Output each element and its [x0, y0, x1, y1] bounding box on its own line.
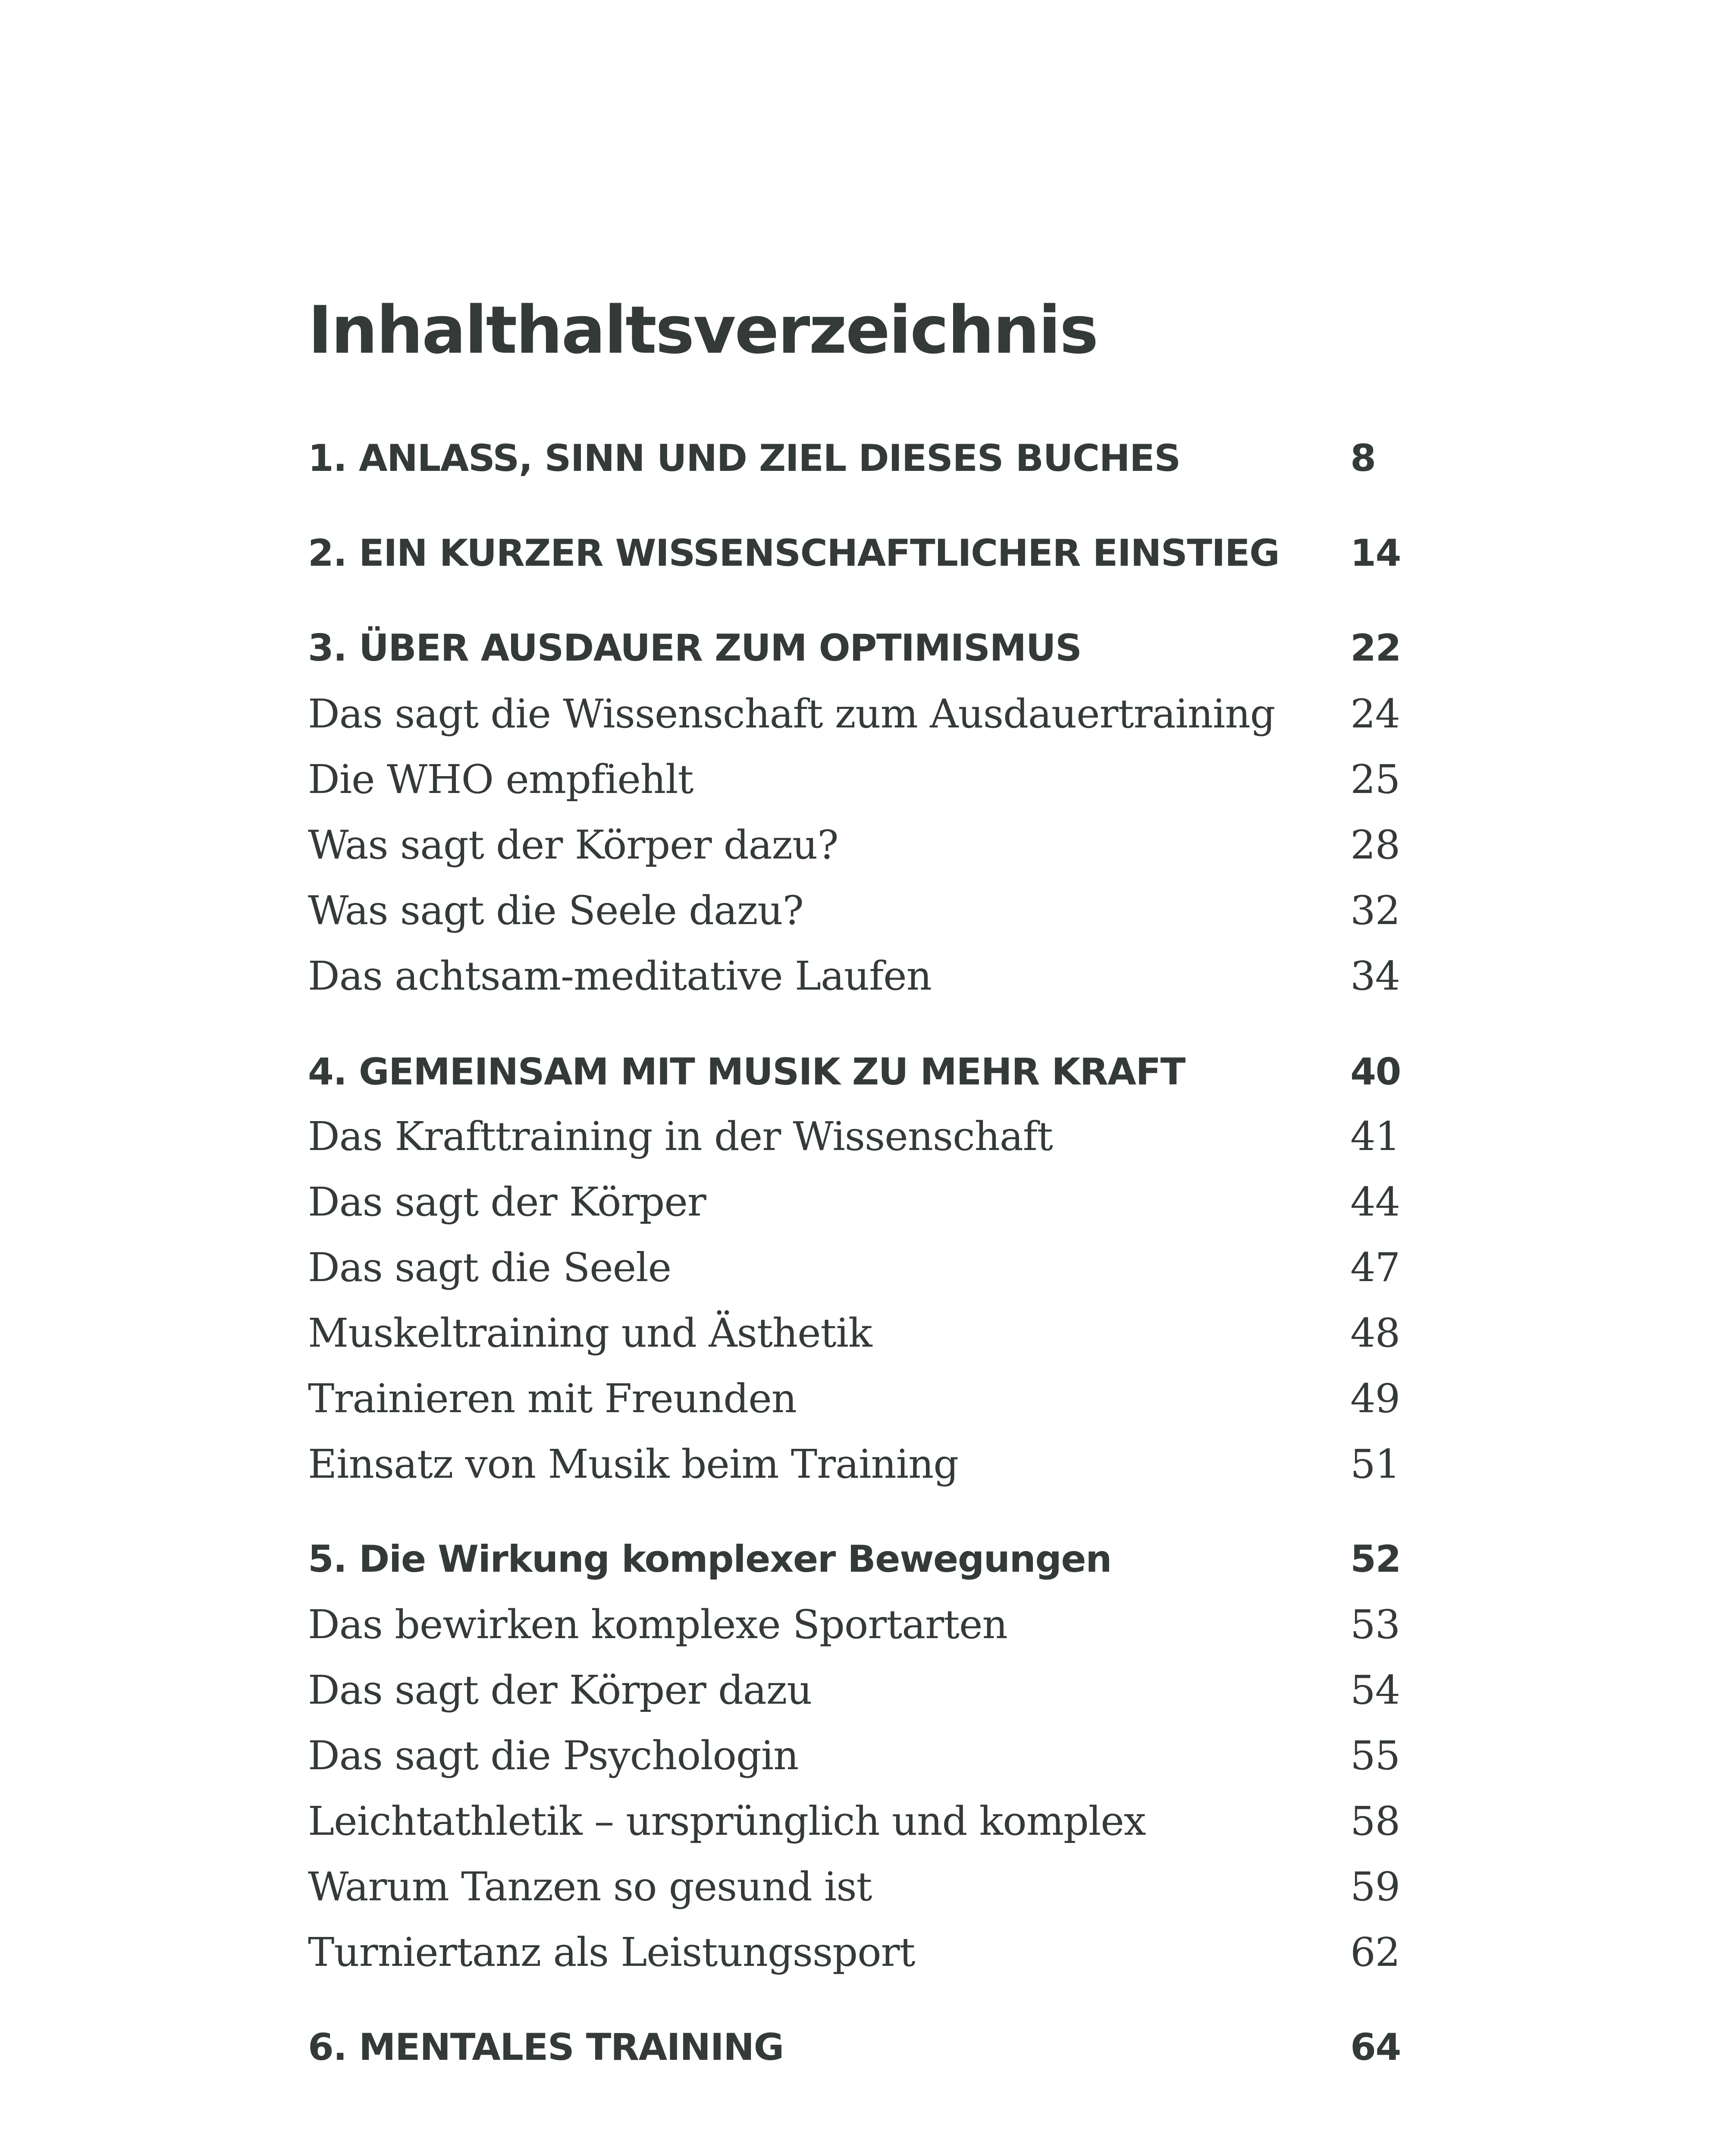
toc-page-number: 28 [1350, 822, 1400, 868]
toc-label: Warum Tanzen so gesund ist [308, 1864, 872, 1910]
toc-label: Leichtathletik – ursprünglich und komplex [308, 1798, 1146, 1844]
toc-page-number: 47 [1350, 1244, 1400, 1291]
toc-label: 5. Die Wirkung komplexer Bewegungen [308, 1538, 1111, 1581]
toc-page-number: 54 [1350, 1667, 1400, 1713]
toc-label: Das sagt der Körper [308, 1179, 706, 1225]
toc-page-number: 64 [1350, 2026, 1401, 2069]
toc-label: 6. MENTALES TRAINING [308, 2026, 784, 2069]
toc-label: Das achtsam-meditative Laufen [308, 953, 932, 999]
toc-page-number: 51 [1350, 1441, 1400, 1487]
toc-page-number: 41 [1350, 1113, 1400, 1159]
toc-label: 1. ANLASS, SINN UND ZIEL DIESES BUCHES [308, 437, 1180, 480]
toc-page-number: 52 [1350, 1538, 1401, 1581]
toc-page-number: 8 [1350, 437, 1376, 480]
toc-label: Trainieren mit Freunden [308, 1376, 797, 1422]
toc-label: Das sagt die Wissenschaft zum Ausdauertraining [308, 691, 1275, 737]
toc-page-number: 24 [1350, 691, 1400, 737]
toc-label: 2. EIN KURZER WISSENSCHAFTLICHER EINSTIEG [308, 532, 1280, 575]
toc-page-number: 55 [1350, 1733, 1400, 1779]
toc-page-number: 53 [1350, 1601, 1400, 1648]
toc-label: Das sagt die Seele [308, 1244, 671, 1291]
toc-label: Das sagt der Körper dazu [308, 1667, 812, 1713]
toc-label: Was sagt der Körper dazu? [308, 822, 838, 868]
toc-page-number: 49 [1350, 1376, 1400, 1422]
toc-page-number: 44 [1350, 1179, 1400, 1225]
toc-page-number: 58 [1350, 1798, 1400, 1844]
toc-page-number: 32 [1350, 887, 1400, 934]
toc-label: Turniertanz als Leistungssport [308, 1929, 915, 1975]
toc-label: Das Krafttraining in der Wissenschaft [308, 1113, 1053, 1159]
toc-label: 4. GEMEINSAM MIT MUSIK ZU MEHR KRAFT [308, 1050, 1185, 1094]
toc-page-number: 62 [1350, 1929, 1400, 1975]
toc-label: Einsatz von Musik beim Training [308, 1441, 959, 1487]
toc-label: 3. ÜBER AUSDAUER ZUM OPTIMISMUS [308, 627, 1082, 670]
toc-label: Die WHO empfiehlt [308, 756, 693, 802]
toc-label: Das sagt die Psychologin [308, 1733, 799, 1779]
toc-label: Das bewirken komplexe Sportarten [308, 1601, 1007, 1648]
toc-page-number: 48 [1350, 1310, 1400, 1356]
toc-page-number: 59 [1350, 1864, 1400, 1910]
toc-page-number: 25 [1350, 756, 1400, 802]
toc-page-number: 34 [1350, 953, 1400, 999]
toc-page-number: 40 [1350, 1050, 1401, 1094]
toc-label: Was sagt die Seele dazu? [308, 887, 803, 934]
page-title: Inhalthaltsverzeichnis [308, 292, 1098, 368]
toc-page-number: 14 [1350, 532, 1401, 575]
toc-label: Muskeltraining und Ästhetik [308, 1310, 872, 1356]
toc-page-number: 22 [1350, 627, 1401, 670]
